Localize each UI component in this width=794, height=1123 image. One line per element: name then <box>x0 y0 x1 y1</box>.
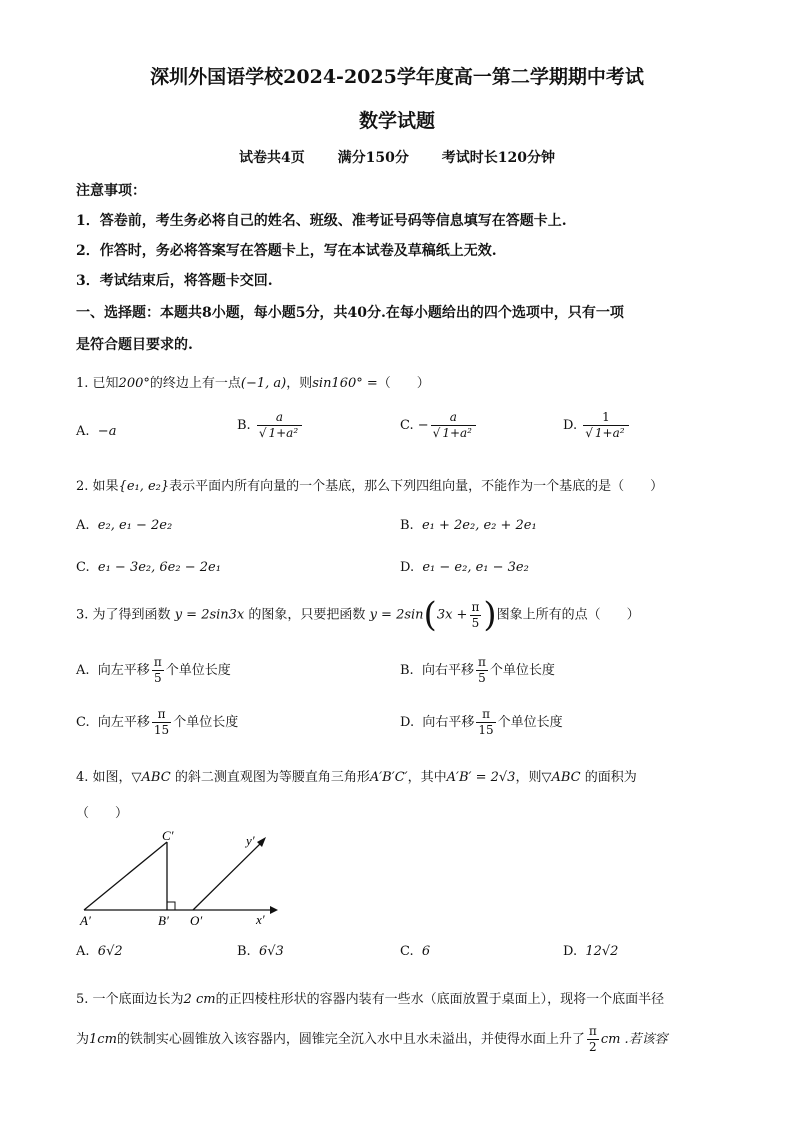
fraction <box>431 410 476 441</box>
option-label: A. <box>76 944 90 959</box>
fraction <box>257 410 302 441</box>
option-text: 向右平移 <box>422 715 475 730</box>
numerator: 1 <box>602 410 610 424</box>
q3-option-c <box>76 707 238 738</box>
option-label: B. <box>400 663 414 678</box>
option-value: e₁ − 3e₂, 6e₂ − 2e₁ <box>97 560 221 575</box>
option-unit: 个单位长度 <box>173 715 239 730</box>
numerator: π <box>588 1024 597 1038</box>
numerator: π <box>153 655 162 669</box>
label-y: y′ <box>246 833 255 848</box>
q2-prefix: 2. 如果 <box>76 479 119 494</box>
q1-option-c <box>400 410 478 441</box>
fraction <box>469 600 481 631</box>
option-value: 6√2 <box>97 944 123 959</box>
q3-text2: 图象上所有的点（ ） <box>496 607 640 623</box>
option-text: 向右平移 <box>421 663 474 678</box>
option-label: D. <box>400 715 415 730</box>
question-2 <box>76 475 663 494</box>
total-score: 满分150分 <box>337 150 409 166</box>
numerator: a <box>449 410 457 424</box>
section-heading-line2: 是符合题目要求的. <box>76 337 193 353</box>
q1-option-a <box>76 424 116 439</box>
q4-triangle-2: A′B′C′ <box>369 770 408 785</box>
q1-answer-blank: （ ） <box>377 376 430 391</box>
option-value: 6 <box>421 944 431 959</box>
denominator: 5 <box>153 671 162 685</box>
denominator: 15 <box>153 723 170 737</box>
fraction <box>476 655 488 686</box>
label-o: O′ <box>190 913 203 928</box>
option-label: A. <box>76 663 90 678</box>
section-heading-line1: 一、选择题：本题共8小题，每小题5分，共40分.在每小题给出的四个选项中，只有一项 <box>76 305 624 321</box>
sqrt-sign: √ <box>258 426 267 440</box>
numerator: π <box>477 655 486 669</box>
q3-function-1: y = 2sin3x <box>174 607 245 623</box>
q3-function-2: y = 2sin <box>369 607 424 623</box>
option-value: e₂, e₁ − 2e₂ <box>97 518 173 533</box>
label-a: A′ <box>80 913 91 928</box>
label-b: B′ <box>158 913 169 928</box>
q4-text3: ，则 <box>515 770 542 785</box>
right-angle-mark <box>167 902 175 910</box>
q3-option-d <box>400 707 563 738</box>
question-4 <box>76 766 637 785</box>
exam-duration: 考试时长120分钟 <box>441 150 555 166</box>
denominator: 5 <box>471 615 480 630</box>
q3-function-2-arg: 3x + <box>436 607 468 623</box>
note-2: 2．作答时，务必将答案写在答题卡上，写在本试卷及草稿纸上无效. <box>76 243 497 259</box>
q4-option-a <box>76 944 123 959</box>
numerator: a <box>275 410 284 424</box>
option-unit: 个单位长度 <box>165 663 231 678</box>
q4-triangle: ▽ABC <box>131 770 171 785</box>
note-3: 3．考试结束后，将答题卡交回. <box>76 273 273 289</box>
denominator: 15 <box>478 723 494 737</box>
option-label: C. <box>400 418 414 433</box>
q4-condition: A′B′ = 2√3 <box>446 770 516 785</box>
denominator <box>431 425 476 441</box>
q1-prefix: 1. 已知 <box>76 376 119 391</box>
q4-option-d <box>563 944 618 959</box>
x-axis-arrow-icon <box>270 906 278 914</box>
option-unit: 个单位长度 <box>489 663 555 678</box>
q1-expression: sin160° = <box>312 376 378 391</box>
q5-text-2: 的铁制实心圆锥放入该容器内，圆锥完全沉入水中且水未溢出，并使得水面上升了 <box>116 1032 585 1047</box>
q4-text4: 的面积为 <box>584 770 637 785</box>
q2-option-c <box>76 560 221 575</box>
q5-text: 的正四棱柱形状的容器内装有一些水（底面放置于桌面上），现将一个底面半径 <box>215 992 665 1007</box>
q3-option-b <box>400 655 555 686</box>
q1-angle: 200° <box>118 376 150 391</box>
option-value: e₁ + 2e₂, e₂ + 2e₁ <box>421 518 537 533</box>
option-label: A. <box>76 518 90 533</box>
q4-answer-blank: （ ） <box>76 806 129 821</box>
minus-sign: − <box>417 418 429 433</box>
q3-option-a <box>76 655 231 686</box>
q4-text2: ，其中 <box>407 770 447 785</box>
option-value: −a <box>97 424 117 439</box>
option-text: 向左平移 <box>97 715 150 730</box>
q1-option-b <box>237 410 304 441</box>
q1-text: 的终边上有一点 <box>149 376 241 391</box>
q5-radius: 1cm <box>89 1032 117 1047</box>
segment-ac <box>84 842 167 910</box>
option-unit: 个单位长度 <box>497 715 563 730</box>
left-paren: ( <box>423 595 437 635</box>
denominator <box>583 425 628 441</box>
option-label: D. <box>563 418 578 433</box>
option-value: e₁ − e₂, e₁ − 3e₂ <box>422 560 529 575</box>
option-value: 6√3 <box>258 944 284 959</box>
option-label: C. <box>76 715 90 730</box>
fraction <box>152 655 164 686</box>
radicand: 1+a² <box>442 426 472 440</box>
q5-text-3: cm .若该容 <box>600 1032 668 1047</box>
option-label: B. <box>237 944 251 959</box>
q1-point: (−1, a) <box>240 376 287 391</box>
y-axis <box>193 842 262 910</box>
label-x: x′ <box>256 912 265 927</box>
subject-title: 数学试题 <box>358 110 435 132</box>
numerator: π <box>157 707 166 721</box>
q4-prefix: 4. 如图， <box>76 770 132 785</box>
q3-prefix: 3. 为了得到函数 <box>76 607 171 623</box>
q2-basis: {e₁, e₂} <box>118 479 170 494</box>
option-label: D. <box>563 944 578 959</box>
question-3 <box>76 595 640 635</box>
label-c: C′ <box>162 828 174 843</box>
q4-text: 的斜二测直观图为等腰直角三角形 <box>174 770 370 785</box>
q2-option-b <box>400 518 537 533</box>
option-label: C. <box>400 944 414 959</box>
option-label: C. <box>76 560 90 575</box>
option-value: 12√2 <box>585 944 619 959</box>
option-text: 向左平移 <box>97 663 150 678</box>
option-label: A. <box>76 424 90 439</box>
notes-heading: 注意事项： <box>76 183 146 199</box>
numerator: π <box>471 599 480 614</box>
numerator: π <box>482 707 490 721</box>
radicand: 1+a² <box>594 426 625 440</box>
denominator <box>257 425 302 441</box>
option-label: D. <box>400 560 415 575</box>
q5-prefix-2: 为 <box>76 1032 90 1047</box>
q5-prefix: 5. 一个底面边长为 <box>76 992 184 1007</box>
q2-text: 表示平面内所有向量的一个基底，那么下列四组向量，不能作为一个基底的是（ ） <box>169 479 664 494</box>
option-label: B. <box>400 518 414 533</box>
page-count: 试卷共4页 <box>239 150 305 166</box>
radicand: 1+a² <box>268 426 299 440</box>
q1-option-d <box>563 410 631 441</box>
fraction <box>476 707 495 738</box>
question-5-line-1 <box>76 988 664 1007</box>
fraction <box>152 707 171 738</box>
q4-option-b <box>237 944 284 959</box>
denominator: 5 <box>478 671 486 685</box>
right-paren: ) <box>483 595 497 635</box>
q3-text: 的图象，只要把函数 <box>248 607 366 623</box>
exam-meta <box>0 147 794 167</box>
sqrt-sign: √ <box>585 426 593 440</box>
q4-triangle-3: ▽ABC <box>541 770 581 785</box>
q2-option-d <box>400 560 529 575</box>
question-1 <box>76 372 430 391</box>
q4-figure <box>76 828 286 928</box>
q1-text2: ，则 <box>286 376 313 391</box>
denominator: 2 <box>589 1040 597 1054</box>
note-1: 1．答卷前，考生务必将自己的姓名、班级、准考证号码等信息填写在答题卡上. <box>76 213 567 229</box>
q5-length: 2 cm <box>183 992 216 1007</box>
option-label: B. <box>237 418 251 433</box>
fraction <box>583 410 628 441</box>
fraction <box>587 1024 599 1055</box>
sqrt-sign: √ <box>432 426 441 440</box>
q4-option-c <box>400 944 430 959</box>
q2-option-a <box>76 518 172 533</box>
exam-title: 深圳外国语学校2024-2025学年度高一第二学期期中考试 <box>150 66 644 88</box>
question-5-line-2 <box>76 1024 668 1055</box>
